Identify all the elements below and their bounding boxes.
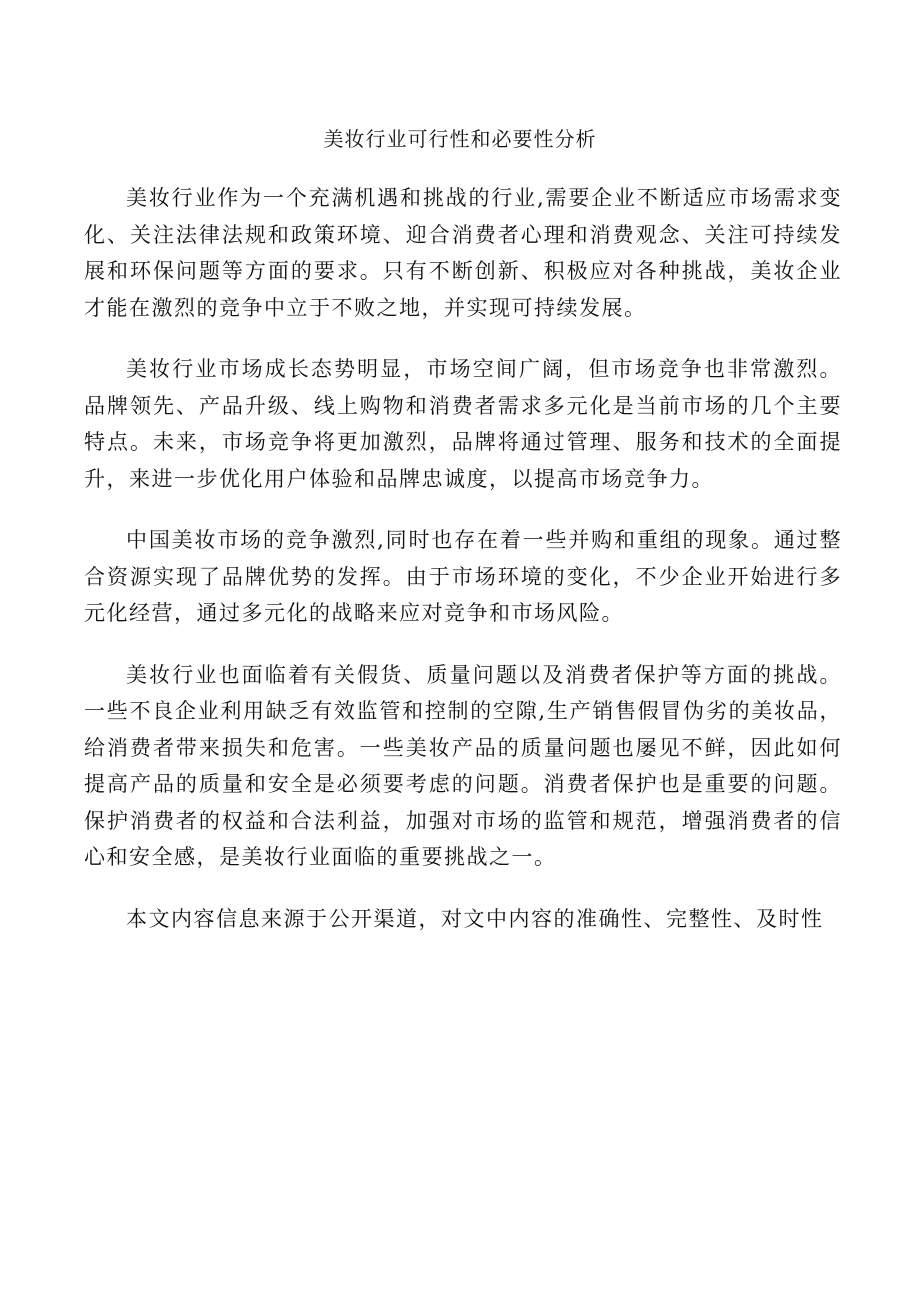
paragraph-3: 中国美妆市场的竞争激烈,同时也存在着一些并购和重组的现象。通过整合资源实现了品牌优势的发挥。由于市场环境的变化，不少企业开始进行多元化经营，通过多元化的战略来应对竞争和市场风险。 <box>84 528 842 625</box>
paragraph-1: 美妆行业作为一个充满机遇和挑战的行业,需要企业不断适应市场需求变化、关注法律法规和政策环境、迎合消费者心理和消费观念、关注可持续发展和环保问题等方面的要求。只有不断创新、积极应对各种挑战，美妆企业才能在激烈的竞争中立于不败之地，并实现可持续发展。 <box>84 186 842 320</box>
paragraph-4: 美妆行业也面临着有关假货、质量问题以及消费者保护等方面的挑战。一些不良企业利用缺乏有效监管和控制的空隙,生产销售假冒伪劣的美妆品，给消费者带来损失和危害。一些美妆产品的质量问题也屡见不鲜，因此如何提高产品的质量和安全是必须要考虑的问题。消费者保护也是重要的问题。保护消费者的权益和合法利益，加强对市场的监管和规范，增强消费者的信心和安全感，是美妆行业面临的重要挑战之一。 <box>84 662 842 869</box>
document-body <box>84 180 842 962</box>
paragraph-5: 本文内容信息来源于公开渠道，对文中内容的准确性、完整性、及时性 <box>126 906 824 931</box>
paragraph-2: 美妆行业市场成长态势明显，市场空间广阔，但市场竞争也非常激烈。品牌领先、产品升级、线上购物和消费者需求多元化是当前市场的几个主要特点。未来，市场竞争将更加激烈，品牌将通过管理、服务和技术的全面提升，来进一步优化用户体验和品牌忠诚度，以提高市场竞争力。 <box>84 357 842 491</box>
page-title: 美妆行业可行性和必要性分析 <box>323 127 597 151</box>
